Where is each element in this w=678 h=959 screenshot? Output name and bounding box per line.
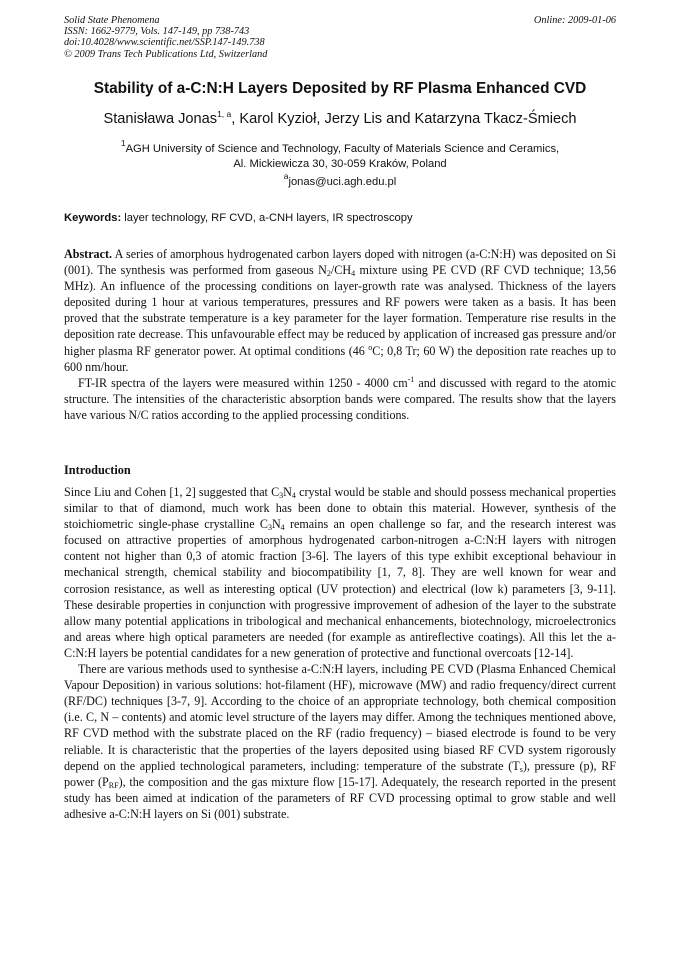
affiliation-line1: AGH University of Science and Technology, Faculty of Materials Science and Ceramics, (125, 143, 560, 155)
keywords-text: layer technology, RF CVD, a-CNH layers, IR spectroscopy (121, 212, 413, 224)
copyright-line: © 2009 Trans Tech Publications Ltd, Switzerland (64, 48, 268, 60)
author-first: Stanisława Jonas (103, 111, 218, 127)
paper-title: Stability of a-C:N:H Layers Deposited by RF Plasma Enhanced CVD (93, 80, 587, 97)
author-rest: , Karol Kyzioł, Jerzy Lis and Katarzyna Tkacz-Śmiech (231, 111, 577, 127)
abstract-label: Abstract. (64, 247, 113, 261)
introduction (64, 484, 616, 822)
journal-citation (64, 15, 267, 60)
issn-line: ISSN: 1662-9779, Vols. 147-149, pp 738-743 (64, 26, 250, 38)
affiliation-sup: 1 (120, 138, 126, 148)
abstract (64, 246, 616, 423)
keywords-label: Keywords: (64, 212, 122, 224)
author-list (64, 110, 616, 128)
introduction-paragraph-2: There are various methods used to synthesise a-C:N:H layers, including PE CVD (Plasma Enhanced Chemical Vapour Deposition) in various solutions: hot-filament (HF), microwave (MW) and radio frequency/direct current (RF/DC) techniques [3-7, 9]. According to the choice of an appropriate technology, both chemical composition (i.e. C, N – contents) and atomic level structure of the layers may differ. Among the techniques mentioned above, RF CVD method with the substrate placed on the RF (radio frequency) – biased electrode is found to be very reliable. It is characteristic that the properties of the layers deposited using biased RF CVD system rigorously depend on the applied technological parameters, including: temperature of the substrate $(T_s)$, pressure (p), RF power $(P_{RF})$, the composition and the gas mixture flow [15-17]. Adequately, the research reported in the present study has been aimed at indication of the parameters of RF CVD processing optimal to grow stable and well adhesive a-C:N:H layers on Si (001) substrate. (64, 662, 617, 821)
author-first-sup: 1, a (217, 109, 232, 119)
doi-line[interactable]: doi:10.4028/www.scientific.net/SSP.147-149.738 (64, 37, 265, 49)
introduction-paragraph-1: Since Liu and Cohen [1, 2] suggested that $C_3N_4$ crystal would be stable and should possess mechanical properties similar to that of diamond, much work has been done to obtain this material. However, synthesis of the stoichiometric single-phase crystalline $C_3N_4$ remains an open challenge so far, and the research interest was focused on attractive properties of amorphous hydrogenated carbon-nitrogen a-C:N:H layers with nitrogen content not higher than 0,3 of atomic fraction [3-6]. The layers of this type exhibit exceptional behaviour in mechanical strength, chemical stability and biocompatibility [1, 7, 8]. They are well known for wear and corrosion resistance, as well as interesting optical (UV protection) and electrical (low k) parameters [3, 9-11]. These desirable properties in conjunction with progressive improvement of adhesion of the layer to the substrate allow many potential applications in tribological and mechanical enhancements, biotechnology, microelectronics and areas where high optical parameters are needed (for example as antireflective coatings). All this let the a-C:N:H layers be potential candidates for a new generation of protective and functional overcoats [12-14]. (64, 485, 616, 660)
contact-email (64, 171, 616, 189)
keywords (64, 211, 616, 225)
abstract-paragraph-2: FT-IR spectra of the layers were measured within 1250 - 4000 $cm^{-1}$ and discussed with regard to the atomic structure. The intensities of the characteristic absorption bands were compared. The results show that the layers have various N/C ratios according to the applied processing conditions. (64, 374, 616, 422)
introduction-heading: Introduction (64, 463, 131, 477)
email-sup: a (283, 171, 289, 181)
online-date: Online: 2009-01-06 (533, 15, 616, 26)
journal-name: Solid State Phenomena (64, 15, 160, 26)
affiliation-line2: Al. Mickiewicza 30, 30-059 Kraków, Poland (233, 157, 447, 170)
abstract-paragraph-1: Abstract. A series of amorphous hydrogenated carbon layers doped with nitrogen (a-C:N:H) was deposited on Si (001). The synthesis was performed from gaseous $N_2/CH_4$ mixture using PE CVD (RF CVD technique; 13,56 MHz). An influence of the processing conditions on layer-growth rate was analysed. Thickness of the layers deposited during 1 hour at various temperatures, pressures and RF powers were taken as a basis. It has been proved that the substrate temperature is a key parameter for the layer formation. Temperature rise results in the deposition rate decrease. This unfavourable effect may be reduced by application of increased gas pressure and/or higher plasma RF generator power. At optimal conditions (46 $^o$C; 0,8 Tr; 60 W) the deposition rate reaches up to 600 nm/hour. (64, 247, 616, 374)
journal-header (64, 15, 616, 65)
email-address[interactable]: jonas@uci.agh.edu.pl (288, 176, 397, 188)
affiliation (64, 138, 616, 171)
